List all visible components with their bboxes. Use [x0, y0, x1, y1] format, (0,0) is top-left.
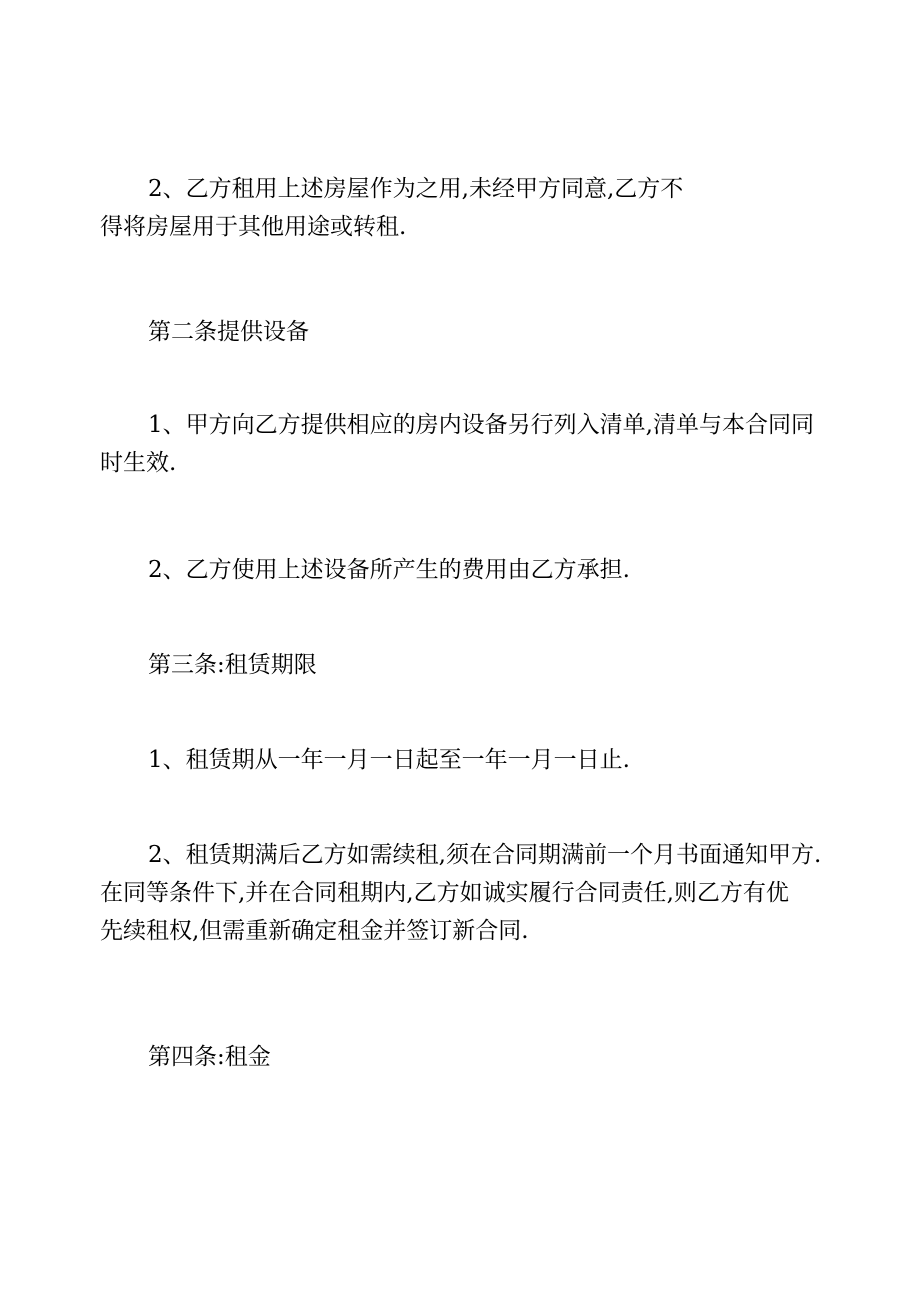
text-line: 2、租赁期满后乙方如需续租,须在合同期满前一个月书面通知甲方. [148, 842, 822, 868]
text-line: 1、甲方向乙方提供相应的房内设备另行列入清单,清单与本合同同 [148, 412, 814, 438]
section-heading [100, 1038, 830, 1076]
text-line: 先续租权,但需重新确定租金并签订新合同. [100, 918, 529, 944]
clause-paragraph [100, 406, 830, 482]
text-line: 1、租赁期从一年一月一日起至一年一月一日止. [148, 747, 630, 773]
clause-paragraph [100, 551, 830, 589]
text-line: 在同等条件下,并在合同租期内,乙方如诚实履行合同责任,则乙方有优 [100, 880, 789, 906]
text-line: 2、乙方租用上述房屋作为之用,未经甲方同意,乙方不 [148, 176, 684, 202]
clause-paragraph [100, 170, 830, 246]
text-line: 得将房屋用于其他用途或转租. [100, 214, 407, 240]
heading-line: 第二条提供设备 [148, 319, 309, 345]
heading-line: 第三条:租赁期限 [148, 652, 317, 678]
heading-line: 第四条:租金 [148, 1044, 271, 1070]
clause-paragraph [100, 741, 830, 779]
text-line: 时生效. [100, 450, 177, 476]
section-heading [100, 646, 830, 684]
section-heading [100, 313, 830, 351]
text-line: 2、乙方使用上述设备所产生的费用由乙方承担. [148, 557, 630, 583]
clause-paragraph [100, 836, 830, 950]
